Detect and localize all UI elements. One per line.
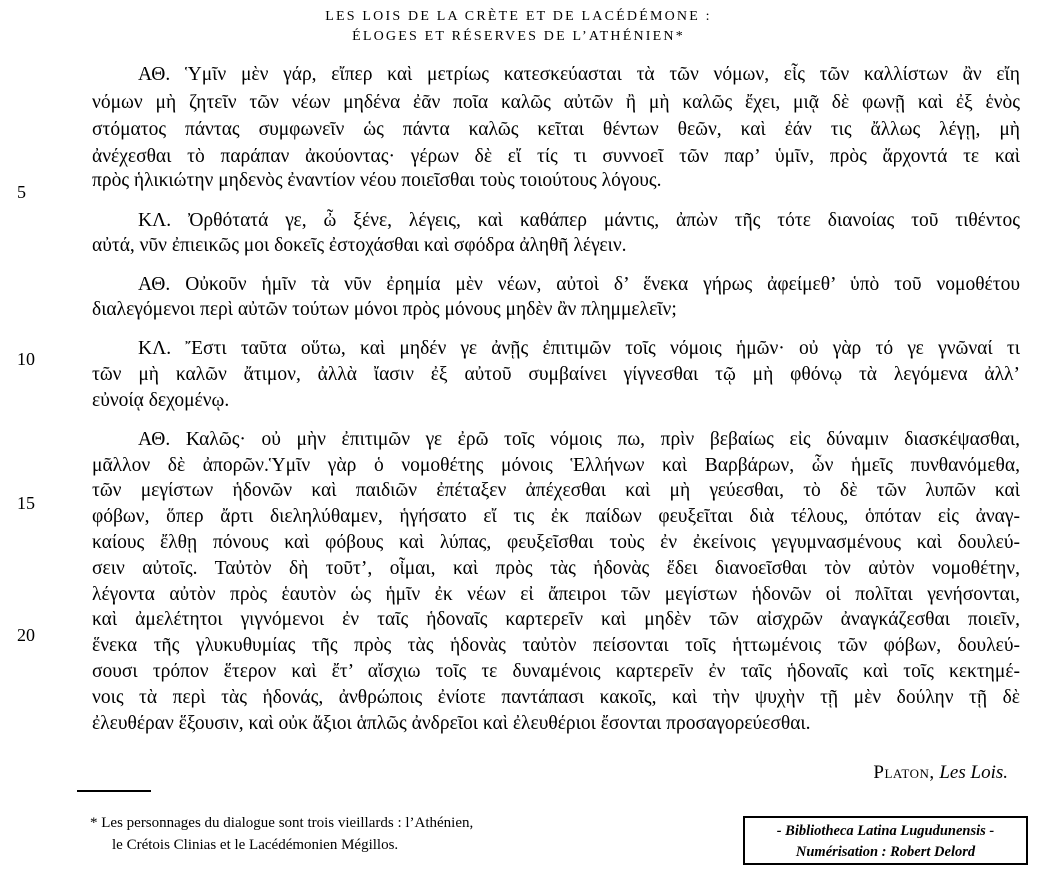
line-number: 15 bbox=[17, 493, 35, 513]
attribution-work: Les Lois. bbox=[939, 762, 1008, 783]
attribution-author: Platon, bbox=[873, 762, 935, 783]
text-line: αὐτά, νῦν ἐπιεικῶς μοι δοκεῖς ἐστοχάσθαι καὶ σφόδρα ἀληθῆ λέγειν. bbox=[92, 235, 627, 256]
text-line: ΑΘ. Οὐκοῦν ἡμῖν τὰ νῦν ἐρημία μὲν νέων, αὐτοὶ δ’ ἕνεκα γήρως ἀφείμεθ’ ὑπὸ τοῦ νομοθέτου bbox=[138, 274, 1020, 295]
digitization-stamp bbox=[743, 816, 1028, 865]
footnote-line-2: le Crétois Clinias et le Lacédémonien Mégillos. bbox=[112, 837, 399, 853]
text-line: ἀνέχεσθαι τὸ παράπαν ἀκούοντας· γέρων δὲ εἴ τίς τι συννοεῖ τῶν παρ’ ὑμῖν, πρὸς ἄρχοντά τε καὶ bbox=[92, 146, 1020, 167]
text-line: ΑΘ. Καλῶς· οὐ μὴν ἐπιτιμῶν γε ἐρῶ τοῖς νόμοις πω, πρὶν βεβαίως εἰς δύναμιν διασκέψασθαι, bbox=[138, 429, 1020, 450]
text-line: καὶ ἀμελέτητοι γιγνόμενοι ἐν ταῖς ἡδοναῖς καρτερεῖν καὶ μηδὲν τῶν αἰσχρῶν ἀναγκάζεσθαι ποιεῖν, bbox=[92, 609, 1020, 630]
stamp-line-2: Numérisation : Robert Delord bbox=[795, 844, 976, 860]
text-line: πρὸς ἡλικιώτην μηδενὸς ἐναντίον νέου ποιεῖσθαι τοὺς τοιούτους λόγους. bbox=[92, 170, 662, 191]
page-title-line-1: LES LOIS DE LA CRÈTE ET DE LACÉDÉMONE : bbox=[325, 9, 712, 24]
text-line: στόματος πάντας συμφωνεῖν ὡς πάντα καλῶς κεῖται θέντων θεῶν, καὶ ἐάν τις ἄλλως λέγῃ, μὴ bbox=[92, 119, 1020, 140]
text-line: ΚΛ. Ὀρθότατά γε, ὦ ξένε, λέγεις, καὶ καθάπερ μάντις, ἀπὼν τῆς τότε διανοίας τοῦ τιθέντος bbox=[138, 210, 1020, 231]
text-line: σειν αὐτοῖς. Ταὐτὸν δὴ τοῦτ’, οἶμαι, καὶ πρὸς τὰς ἡδονὰς ἔδει διανοεῖσθαι τὸν αὐτὸν νομοθέτην, bbox=[92, 558, 1020, 579]
text-line: τῶν μεγίστων ἡδονῶν καὶ παιδιῶν ἐπέταξεν ἀπέχεσθαι καὶ μὴ γεύεσθαι, τὸ δὲ τῶν λυπῶν καὶ bbox=[92, 480, 1020, 501]
text-line: νόμων μὴ ζητεῖν τῶν νέων μηδένα ἐᾶν ποῖα καλῶς αὐτῶν ἢ μὴ καλῶς ἔχει, μιᾷ δὲ φωνῇ καὶ ἐξ ἑνὸς bbox=[92, 92, 1020, 113]
text-line: ἕνεκα τῆς γλυκυθυμίας τῆς πρὸς τὰς ἡδονὰς ταὐτὸν πείσονται τοῖς ἡττωμένοις τῶν φόβων, δουλεύ- bbox=[92, 635, 1020, 656]
page-title-line-2: ÉLOGES ET RÉSERVES DE L’ATHÉNIEN* bbox=[352, 29, 685, 44]
text-line: ΑΘ. Ὑμῖν μὲν γάρ, εἴπερ καὶ μετρίως κατεσκεύασται τὰ τῶν νόμων, εἷς τῶν καλλίστων ἂν εἴη bbox=[138, 64, 1020, 85]
line-number: 10 bbox=[17, 349, 35, 369]
text-line: ΚΛ. Ἔστι ταῦτα οὕτω, καὶ μηδέν γε ἀνῇς ἐπιτιμῶν τοῖς νόμοις ἡμῶν· οὐ γὰρ τό γε γνῶναί τι bbox=[138, 338, 1020, 359]
line-number: 5 bbox=[17, 182, 26, 202]
text-line: φόβων, ὅπερ ἄρτι διεληλύθαμεν, ἡγήσατο εἴ τις ἐκ παίδων φευξεῖται διὰ τέλους, ὁπόταν εἰς ἀναγ- bbox=[92, 506, 1020, 527]
footnote-divider bbox=[77, 790, 151, 792]
text-line: σουσι τρόπον ἕτερον καὶ ἔτ’ αἴσχιω τοῖς τε δυναμένοις καρτερεῖν ἐν ταῖς ἡδοναῖς καὶ τοῖς κεκτημέ- bbox=[92, 661, 1020, 682]
text-line: εὐνοίᾳ δεχομένῳ. bbox=[92, 390, 230, 411]
text-line: μᾶλλον δὲ ἀπορῶν.Ὑμῖν γὰρ ὁ νομοθέτης μόνοις Ἑλλήνων καὶ Βαρβάρων, ὧν ἡμεῖς πυνθανόμεθα, bbox=[92, 455, 1020, 476]
text-line: λέγοντα αὐτὸν πρὸς ἑαυτὸν ὡς ἡμῖν ἐκ νέων εἰ ἄπειροι τῶν μεγίστων ἡδονῶν οἱ πολῖται γενήσονται, bbox=[92, 584, 1020, 605]
line-number: 20 bbox=[17, 625, 35, 645]
attribution bbox=[820, 760, 1008, 786]
text-line: διαλεγόμενοι περὶ αὐτῶν τούτων μόνοι πρὸς μόνους μηδὲν ἂν πλημμελεῖν; bbox=[92, 299, 677, 320]
text-line: ἐλευθέραν ἕξουσιν, καὶ οὐκ ἄξιοι ἁπλῶς ἀνδρεῖοι καὶ ἐλευθέριοι ἔσονται προσαγορεύεσθαι. bbox=[92, 713, 811, 734]
footnote-line-1: * Les personnages du dialogue sont trois vieillards : l’Athénien, bbox=[90, 815, 474, 831]
text-line: καίους ἔλθῃ πόνους καὶ φόβους καὶ λύπας, φευξεῖσθαι τοὺς ἐν ἐκείνοις γεγυμνασμένους καὶ δουλεύ- bbox=[92, 532, 1020, 553]
text-line: τῶν μὴ καλῶν ἄτιμον, ἀλλὰ ἴασιν ἐξ αὐτοῦ συμβαίνει γίγνεσθαι τῷ μὴ φθόνῳ τὰ λεγόμενα ἀλλ’ bbox=[92, 364, 1020, 385]
text-line: νοις τὰ περὶ τὰς ἡδονάς, ἀνθρώποις ἐνίοτε παντάπασι κακοῖς, καὶ τὴν ψυχὴν τῇ μὲν δούλην τῇ δὲ bbox=[92, 687, 1020, 708]
stamp-line-1: - Bibliotheca Latina Lugudunensis - bbox=[776, 823, 995, 839]
